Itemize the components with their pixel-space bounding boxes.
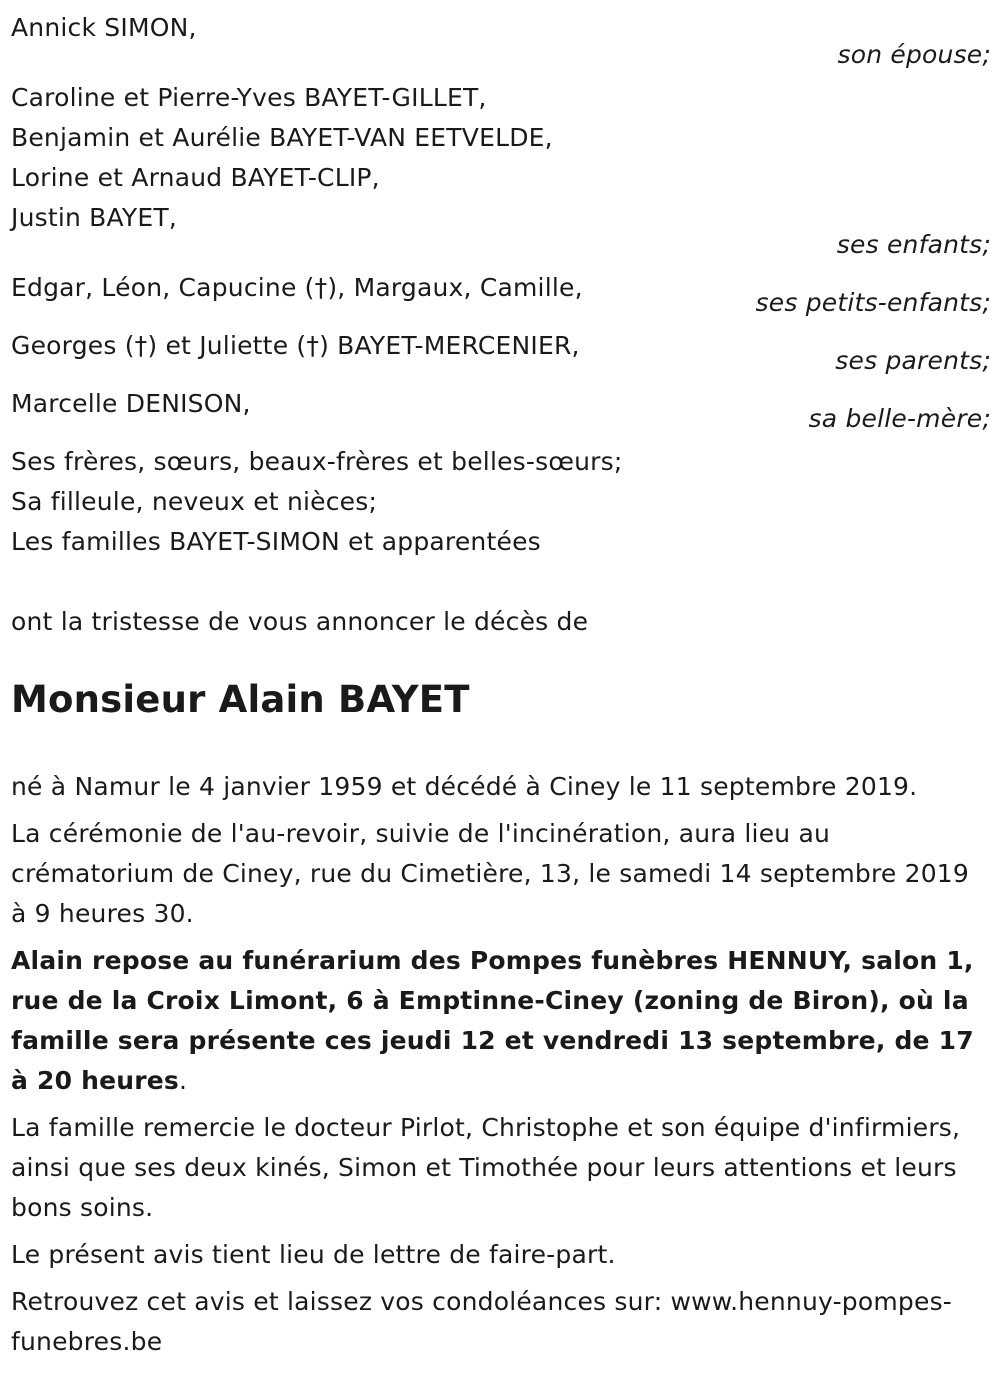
family-group-children [11, 78, 991, 258]
family-role-label: ses petits-enfants; [755, 288, 991, 317]
family-name-line: Benjamin et Aurélie BAYET-VAN EETVELDE, [11, 123, 553, 152]
family-role-label: sa belle-mère; [808, 404, 991, 433]
family-name-line: Edgar, Léon, Capucine (†), Margaux, Camille, [11, 273, 583, 302]
family-role-label: ses enfants; [836, 230, 991, 259]
family-role-label: son épouse; [837, 40, 991, 69]
extended-family-line: Sa filleule, neveux et nièces; [11, 487, 378, 516]
ceremony-paragraph: La cérémonie de l'au-revoir, suivie de l'incinération, aura lieu au crématorium de Ciney, rue du Cimetière, 13, le samedi 14 septembre 2019 à 9 heures 30. [11, 819, 970, 928]
condolences-paragraph: Retrouvez cet avis et laissez vos condoléances sur: www.hennuy-pompes-funebres.be [11, 1287, 953, 1356]
family-name-line: Lorine et Arnaud BAYET-CLIP, [11, 163, 380, 192]
thanks-paragraph: La famille remercie le docteur Pirlot, Christophe et son équipe d'infirmiers, ainsi que ses deux kinés, Simon et Timothée pour leurs attentions et leurs bons soins. [11, 1113, 961, 1222]
family-group-grandchildren [11, 268, 991, 316]
funerarium-suffix: . [178, 1066, 188, 1095]
birth-death-paragraph: né à Namur le 4 janvier 1959 et décédé à Ciney le 11 septembre 2019. [11, 772, 918, 801]
family-group-spouse [11, 8, 991, 68]
extended-family-line: Les familles BAYET-SIMON et apparentées [11, 527, 541, 556]
family-group-parents [11, 326, 991, 374]
family-name-line: Marcelle DENISON, [11, 389, 251, 418]
death-notice [11, 8, 991, 1369]
family-name-line: Annick SIMON, [11, 13, 197, 42]
family-group-mother-in-law [11, 384, 991, 432]
funerarium-paragraph [11, 941, 991, 1101]
funerarium-bold-text: Alain repose au funérarium des Pompes funèbres HENNUY, salon 1, rue de la Croix Limont, 6 à Emptinne-Ciney (zoning de Biron), où la famille sera présente ces jeudi 12 et vendredi 13 septembre, de 17 à 20 heures [11, 946, 974, 1095]
family-name-line: Caroline et Pierre-Yves BAYET-GILLET, [11, 83, 487, 112]
family-name-line: Georges (†) et Juliette (†) BAYET-MERCENIER, [11, 331, 580, 360]
extended-family [11, 442, 991, 562]
extended-family-line: Ses frères, sœurs, beaux-frères et belles-sœurs; [11, 447, 623, 476]
announcement-intro: ont la tristesse de vous annoncer le décès de [11, 607, 589, 636]
notice-statement: Le présent avis tient lieu de lettre de faire-part. [11, 1240, 616, 1269]
family-name-line: Justin BAYET, [11, 203, 177, 232]
family-role-label: ses parents; [835, 346, 991, 375]
deceased-name: Monsieur Alain BAYET [11, 678, 470, 721]
